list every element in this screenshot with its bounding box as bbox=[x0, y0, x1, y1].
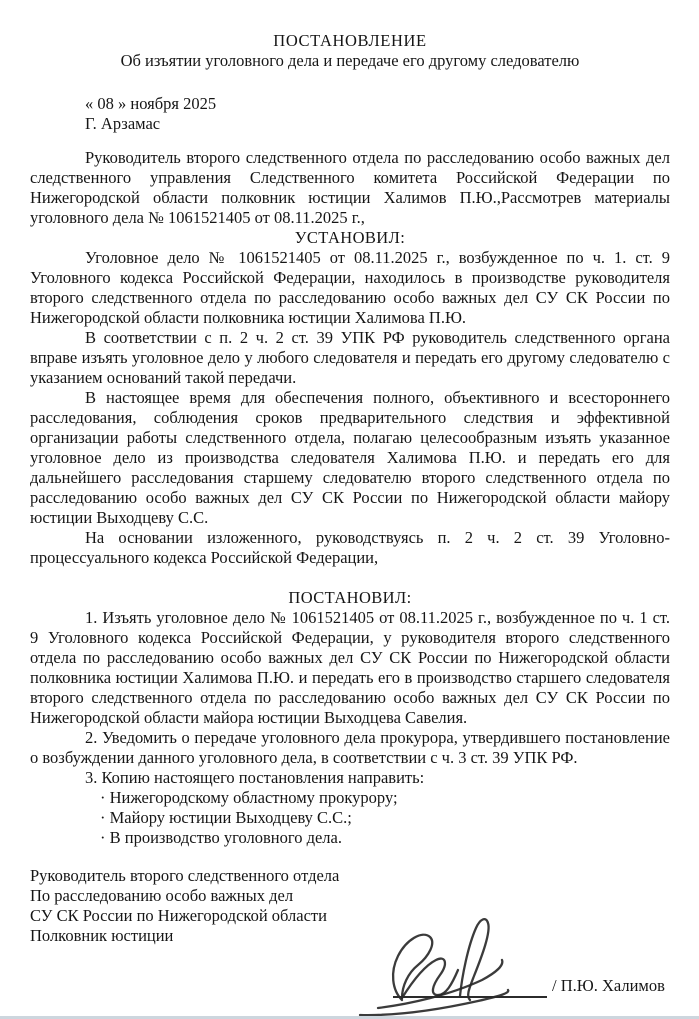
established-paragraph: На основании изложенного, руководствуясь п. 2 ч. 2 ст. 39 Уголовно-процессуального кодекса Российской Федерации, bbox=[30, 528, 670, 567]
signature-block-line: По расследованию особо важных дел bbox=[30, 886, 294, 905]
copy-recipient-item: · Нижегородскому областному прокурору; bbox=[100, 788, 398, 807]
resolved-paragraph: 1. Изъять уголовное дело № 1061521405 от 08.11.2025 г., возбужденное по ч. 1 ст. 9 Уголовного кодекса Российской Федерации, у руководителя второго следственного отдела по расследованию особо важных дел СУ СК России по Нижегородской области полковника юстиции Халимова П.Ю. и передать его в производство старшего следователя второго следственного отдела по расследованию особо важных дел СУ СК России по Нижегородской области майора юстиции Выходцева Савелия. bbox=[30, 608, 670, 727]
handwritten-signature-image bbox=[350, 910, 560, 1018]
established-paragraph: В настоящее время для обеспечения полного, объективного и всестороннего расследования, соблюдения сроков предварительного следствия и эффективной организации работы следственного отдела, полагаю целесообразным изъять указанное уголовное дело из производства следователя Халимова П.Ю. и передать его для дальнейшего расследования старшему следователю второго следственного отдела по расследованию особо важных дел СУ СК России по Нижегородской области майору юстиции Выходцеву С.С. bbox=[30, 388, 670, 527]
signature-block-line: СУ СК России по Нижегородской области bbox=[30, 906, 327, 925]
resolved-paragraph: 3. Копию настоящего постановления направить: bbox=[85, 768, 425, 787]
signature-block-line: Полковник юстиции bbox=[30, 926, 174, 945]
established-paragraph: В соответствии с п. 2 ч. 2 ст. 39 УПК РФ руководитель следственного органа вправе изъять уголовное дело у любого следователя и передать его другому следователю с указанием оснований такой передачи. bbox=[30, 328, 670, 387]
resolved-paragraph: 2. Уведомить о передаче уголовного дела прокурора, утвердившего постановление о возбуждении данного уголовного дела, в соответствии с ч. 3 ст. 39 УПК РФ. bbox=[30, 728, 670, 767]
copy-recipient-item: · Майору юстиции Выходцеву С.С.; bbox=[100, 808, 352, 827]
document-title: ПОСТАНОВЛЕНИЕ bbox=[273, 31, 427, 50]
copy-recipient-item: · В производство уголовного дела. bbox=[100, 828, 342, 847]
city-line: Г. Арзамас bbox=[85, 114, 161, 133]
document-subtitle: Об изъятии уголовного дела и передаче его другому следователю bbox=[120, 51, 580, 70]
intro-paragraph: Руководитель второго следственного отдела по расследованию особо важных дел следственного управления Следственного комитета Российской Федерации по Нижегородской области полковник юстиции Халимов П.Ю.,Рассмотрев материалы уголовного дела № 1061521405 от 08.11.2025 г., bbox=[30, 148, 670, 227]
signature-block-line: Руководитель второго следственного отдела bbox=[30, 866, 340, 885]
signer-name: / П.Ю. Халимов bbox=[552, 976, 665, 995]
signature-line bbox=[393, 996, 547, 998]
date-line: « 08 » ноября 2025 bbox=[85, 94, 217, 113]
resolved-heading: ПОСТАНОВИЛ: bbox=[288, 588, 412, 607]
established-heading: УСТАНОВИЛ: bbox=[294, 228, 406, 247]
established-paragraph: Уголовное дело № 1061521405 от 08.11.2025 г., возбужденное по ч. 1. ст. 9 Уголовного кодекса Российской Федерации, находилось в производстве руководителя второго следственного отдела по расследованию особо важных дел СУ СК России по Нижегородской области полковника юстиции Халимова П.Ю. bbox=[30, 248, 670, 327]
